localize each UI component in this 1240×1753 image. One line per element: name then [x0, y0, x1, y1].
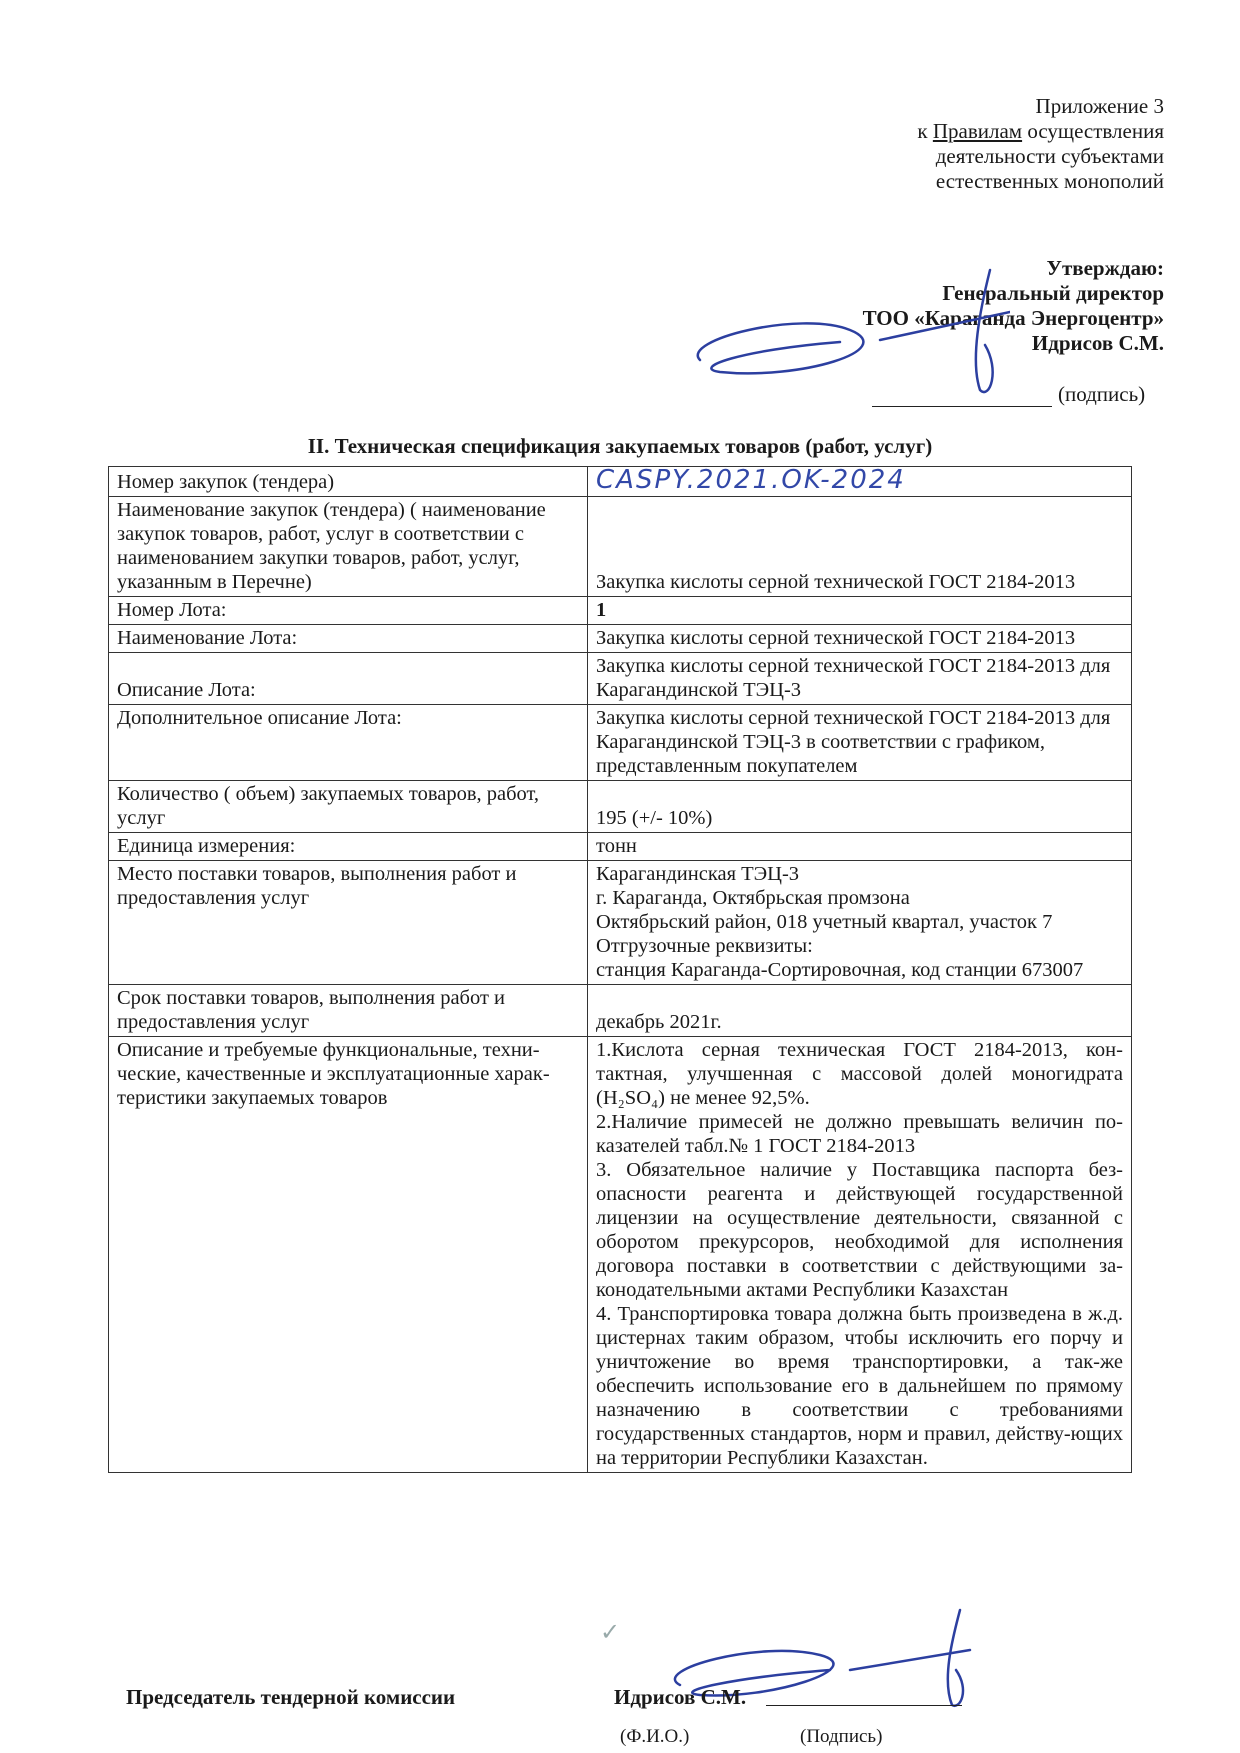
table-row [109, 861, 1132, 985]
row-label: Количество ( объем) закупаемых товаров, работ, услуг [109, 781, 588, 833]
table-row [109, 1037, 1132, 1473]
approval-heading: Утверждаю: [1046, 256, 1164, 280]
table-row [109, 985, 1132, 1037]
table-row [109, 705, 1132, 781]
requirements-cell [588, 1037, 1132, 1473]
row-value: тонн [588, 833, 1132, 861]
row-value: декабрь 2021г. [588, 985, 1132, 1037]
table-row [109, 781, 1132, 833]
table-row [109, 625, 1132, 653]
section-title: II. Техническая спецификация закупаемых товаров (работ, услуг) [307, 434, 933, 458]
delivery-line: Карагандинская ТЭЦ-3 [596, 863, 800, 885]
chairman-name: Идрисов С.М. [614, 1685, 747, 1709]
requirement-item: 2.Наличие примесей не должно превышать величин по-казателей табл.№ 1 ГОСТ 2184-2013 [596, 1111, 1123, 1157]
row-value [588, 467, 1132, 497]
delivery-line: г. Караганда, Октябрьская промзона [596, 887, 910, 909]
appendix-line2 [784, 119, 1164, 144]
tender-number-handwritten: CASPY.2021.OK-2024 [596, 465, 906, 495]
appendix-line1: Приложение 3 [1035, 94, 1164, 118]
appendix-line2-suffix: осуществления [1022, 119, 1164, 143]
chairman-label: Председатель тендерной комиссии [126, 1685, 456, 1709]
requirement-item: 3. Обязательное наличие у Поставщика паспорта без-опасности реагента и действующей государственной лицензии на осуществление деятельности, связанной с оборотом прекурсоров, необходимой для исполнения договора поставки в соответствии с действующими за-конодательными актами Республики Казахстан [596, 1159, 1123, 1301]
rules-link: Правилам [932, 119, 1023, 143]
row-value: Закупка кислоты серной технической ГОСТ 2184-2013 для Карагандинской ТЭЦ-3 в соответствии с графиком, представленным покупателем [588, 705, 1132, 781]
row-value: Закупка кислоты серной технической ГОСТ 2184-2013 [588, 497, 1132, 597]
table-row [109, 497, 1132, 597]
row-label: Срок поставки товаров, выполнения работ и предоставления услуг [109, 985, 588, 1037]
row-value: Закупка кислоты серной технической ГОСТ 2184-2013 [588, 625, 1132, 653]
row-value: 195 (+/- 10%) [588, 781, 1132, 833]
row-label: Единица измерения: [109, 833, 588, 861]
requirement-item: 4. Транспортировка товара должна быть произведена в ж.д. цистернах таким образом, чтобы исключить его порчу и уничтожение во время транспортировки, а так-же обеспечить использование его в дальнейшем по прямому назначению в соответствии с требованиями государственных стандартов, норм и правил, действу-ющих на территории Республики Казахстан. [596, 1303, 1123, 1469]
director-signature-line [872, 382, 1052, 407]
requirement-item: 1.Кислота серная техническая ГОСТ 2184-2013, кон-тактная, улучшенная с массовой долей моногидрата (H₂SO₄) не менее 92,5%. [596, 1039, 1123, 1109]
row-label: Описание и требуемые функциональные, техни-ческие, качественные и эксплуатационные харак-теристики закупаемых товаров [109, 1037, 588, 1473]
row-label: Номер Лота: [109, 597, 588, 625]
signature-caption: (подпись) [1058, 382, 1146, 406]
appendix-line2-prefix: к [917, 119, 933, 143]
appendix-line3: деятельности субъектами [935, 144, 1164, 168]
approval-name: Идрисов С.М. [1031, 331, 1164, 355]
delivery-line: станция Караганда-Сортировочная, код станции 673007 [596, 959, 1084, 981]
chairman-signature-line [766, 1705, 962, 1706]
row-label: Дополнительное описание Лота: [109, 705, 588, 781]
row-value: 1 [588, 597, 1132, 625]
appendix-line4: естественных монополий [935, 169, 1164, 193]
row-label: Наименование закупок (тендера) ( наименование закупок товаров, работ, услуг в соответствии с наименованием закупки товаров, работ, услуг, указанным в Перечне) [109, 497, 588, 597]
director-signature-drawing [680, 250, 1010, 400]
row-value [588, 861, 1132, 985]
fio-caption: (Ф.И.О.) [620, 1726, 690, 1747]
appendix-header [784, 94, 1164, 194]
table-row [109, 653, 1132, 705]
delivery-line: Октябрьский район, 018 учетный квартал, участок 7 [596, 911, 1053, 933]
row-label: Наименование Лота: [109, 625, 588, 653]
table-row [109, 597, 1132, 625]
row-label: Описание Лота: [109, 653, 588, 705]
delivery-line: Отгрузочные реквизиты: [596, 935, 813, 957]
check-mark-icon: ✓ [600, 1620, 621, 1646]
technical-spec-table [108, 466, 1132, 1473]
row-label: Номер закупок (тендера) [109, 467, 588, 497]
row-value: Закупка кислоты серной технической ГОСТ 2184-2013 для Карагандинской ТЭЦ-3 [588, 653, 1132, 705]
row-label: Место поставки товаров, выполнения работ и предоставления услуг [109, 861, 588, 985]
approval-company: ТОО «Караганда Энергоцентр» [862, 306, 1164, 330]
table-row [109, 467, 1132, 497]
signature-caption-footer: (Подпись) [800, 1726, 883, 1747]
table-row [109, 833, 1132, 861]
approval-position: Генеральный директор [942, 281, 1164, 305]
